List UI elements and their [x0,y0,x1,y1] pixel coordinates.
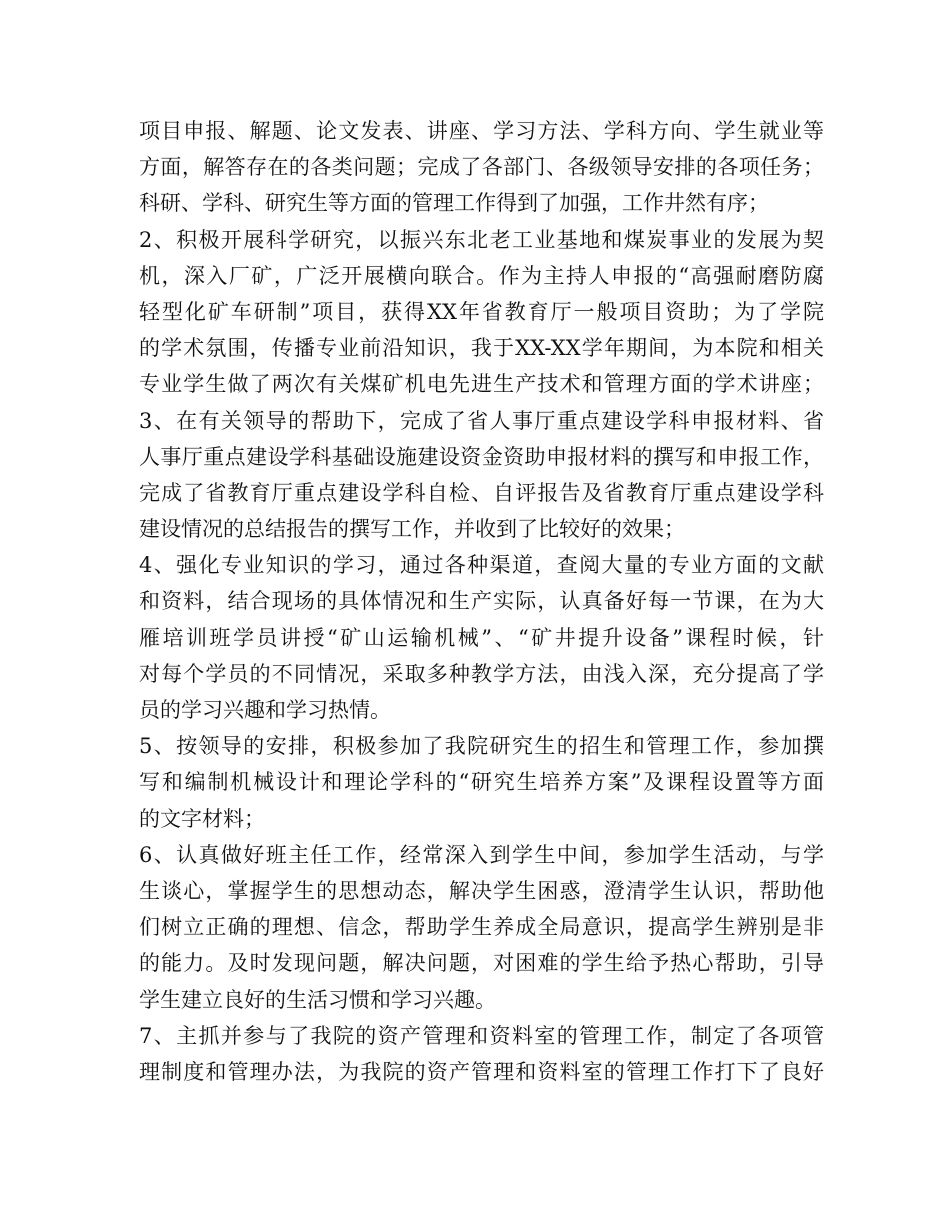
text-line: 专业学生做了两次有关煤矿机电先进生产技术和管理方面的学术讲座； [139,372,824,397]
text-line: 5、按领导的安排，积极参加了我院研究生的招生和管理工作，参加撰 [139,734,824,759]
text-line: 学生建立良好的生活习惯和学习兴趣。 [139,987,496,1012]
text-line: 员的学习兴趣和学习热情。 [139,698,391,722]
text-line: 们树立正确的理想、信念，帮助学生养成全局意识，提高学生辨别是非 [139,915,824,940]
text-line: 理制度和管理办法，为我院的资产管理和资料室的管理工作打下了良好 [139,1059,824,1084]
text-line: 的能力。及时发现问题，解决问题，对困难的学生给予热心帮助，引导 [139,951,824,976]
text-line: 方面，解答存在的各类问题；完成了各部门、各级领导安排的各项任务； [139,155,824,180]
text-line: 4、强化专业知识的学习，通过各种渠道，查阅大量的专业方面的文献 [139,553,824,578]
text-line: 6、认真做好班主任工作，经常深入到学生中间，参加学生活动，与学 [139,842,824,867]
text-line: 和资料，结合现场的具体情况和生产实际，认真备好每一节课，在为大 [139,589,824,614]
text-line: 雁培训班学员讲授“矿山运输机械”、“矿井提升设备”课程时候，针 [139,625,824,650]
text-line: 建设情况的总结报告的撰写工作，并收到了比较好的效果； [139,517,685,542]
text-line: 的学术氛围，传播专业前沿知识，我于XX-XX学年期间，为本院和相关 [139,336,824,361]
text-line: 的文字材料； [139,806,265,831]
text-line: 轻型化矿车研制”项目，获得XX年省教育厅一般项目资助；为了学院 [139,299,824,324]
text-line: 项目申报、解题、论文发表、讲座、学习方法、学科方向、学生就业等 [139,119,824,143]
text-line: 机，深入厂矿，广泛开展横向联合。作为主持人申报的“高强耐磨防腐 [139,263,824,288]
text-line: 3、在有关领导的帮助下，完成了省人事厅重点建设学科申报材料、省 [139,408,824,433]
text-line: 人事厅重点建设学科基础设施建设资金资助申报材料的撰写和申报工作， [139,444,824,469]
text-line: 2、积极开展科学研究，以振兴东北老工业基地和煤炭事业的发展为契 [139,227,824,252]
text-line: 科研、学科、研究生等方面的管理工作得到了加强，工作井然有序； [139,191,769,216]
text-line: 生谈心，掌握学生的思想动态，解决学生困惑，澄清学生认识，帮助他 [139,878,824,903]
text-line: 写和编制机械设计和理论学科的“研究生培养方案”及课程设置等方面 [139,770,824,795]
text-line: 对每个学员的不同情况，采取多种教学方法，由浅入深，充分提高了学 [139,661,824,686]
document-body [139,113,824,1090]
text-line: 7、主抓并参与了我院的资产管理和资料室的管理工作，制定了各项管 [139,1023,824,1048]
text-line: 完成了省教育厅重点建设学科自检、自评报告及省教育厅重点建设学科 [139,480,824,505]
